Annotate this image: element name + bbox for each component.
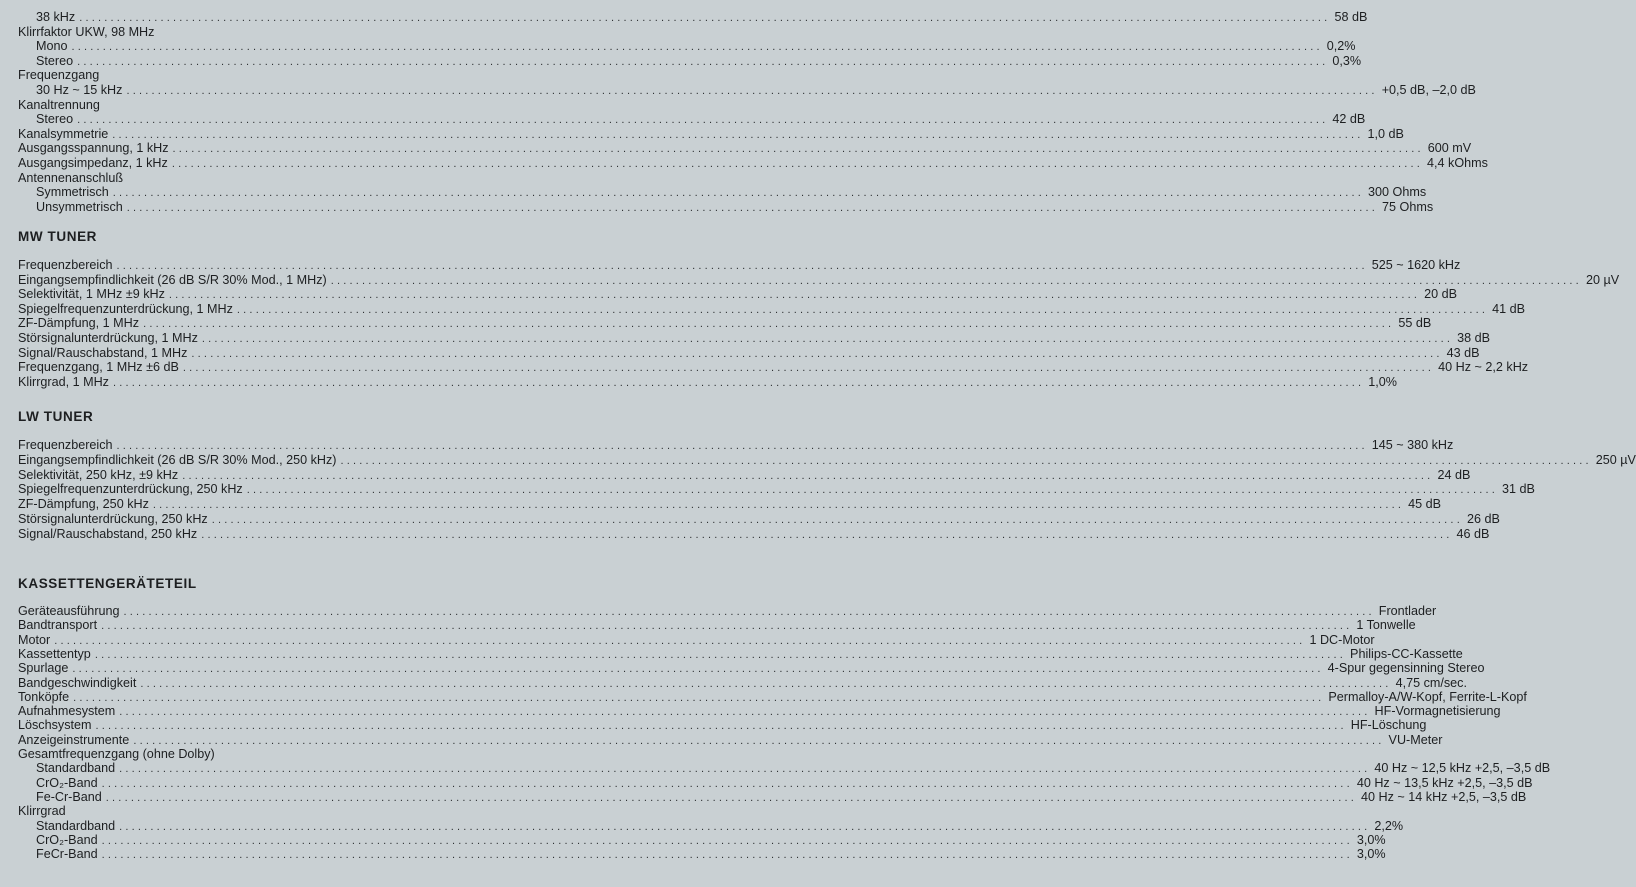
spec-label: Klirrgrad, 1 MHz	[18, 374, 109, 389]
spec-row	[18, 660, 1485, 676]
dot-leader: ........................................................................................................................................................................................................	[116, 440, 1368, 452]
dot-leader: ........................................................................................................................................................................................................	[73, 691, 1325, 704]
dot-leader: ........................................................................................................................................................................................................	[101, 849, 1353, 862]
spec-value: 145 ~ 380 kHz	[1371, 438, 1454, 452]
spec-label: Geräteausführung	[18, 604, 120, 618]
spec-label: Kanaltrennung	[18, 97, 100, 112]
dot-leader: ........................................................................................................................................................................................................	[140, 677, 1392, 690]
spec-value: 46 dB	[1456, 526, 1490, 541]
spec-row	[18, 746, 628, 761]
dot-leader: ........................................................................................................................................................................................................	[152, 499, 1405, 512]
spec-label: Eingangsempfindlichkeit (26 dB S/R 30% Mod., 1 MHz)	[18, 272, 327, 287]
dot-leader: ........................................................................................................................................................................................................	[191, 347, 1443, 360]
spec-value: Philips-CC-Kassette	[1350, 646, 1463, 661]
spec-label: Klirrgrad	[18, 804, 66, 819]
dot-leader: ........................................................................................................................................................................................................	[95, 720, 1347, 733]
spec-row	[18, 301, 1526, 316]
spec-label: ZF-Dämpfung, 250 kHz	[18, 497, 149, 512]
spec-value: 1,0 dB	[1367, 126, 1404, 141]
spec-label: Gesamtfrequenzgang (ohne Dolby)	[18, 747, 215, 761]
spec-label: Störsignalunterdrückung, 250 kHz	[18, 512, 208, 526]
spec-value: Permalloy-A/W-Kopf, Ferrite-L-Kopf	[1328, 689, 1527, 704]
spec-row	[18, 632, 1375, 647]
spec-row	[18, 184, 1427, 200]
dot-leader: ........................................................................................................................................................................................................	[211, 514, 1463, 526]
spec-value: 600 mV	[1427, 141, 1472, 156]
spec-label: 38 kHz	[36, 10, 76, 24]
spec-value: 45 dB	[1408, 497, 1442, 512]
spec-label: Selektivität, 250 kHz, ±9 kHz	[18, 467, 179, 482]
spec-value: 38 dB	[1457, 331, 1491, 345]
spec-row	[18, 38, 1356, 54]
spec-row	[18, 315, 1432, 331]
spec-label: Aufnahmesystem	[18, 704, 116, 719]
spec-value: 0,3%	[1332, 53, 1362, 68]
spec-row	[18, 496, 1442, 512]
spec-value: HF-Löschung	[1350, 718, 1427, 733]
spec-label: Frequenzgang	[18, 68, 100, 83]
spec-value: 1 Tonwelle	[1356, 618, 1416, 633]
dot-leader: ........................................................................................................................................................................................................	[79, 12, 1331, 24]
spec-value: VU-Meter	[1388, 732, 1443, 747]
dot-leader: ........................................................................................................................................................................................................	[330, 274, 1582, 287]
spec-row	[18, 818, 1404, 833]
spec-label: Ausgangsspannung, 1 kHz	[18, 141, 169, 156]
spec-value: 42 dB	[1332, 112, 1366, 127]
spec-row	[18, 286, 1458, 302]
spec-row	[18, 832, 1386, 847]
spec-row	[18, 67, 628, 82]
dot-leader: ........................................................................................................................................................................................................	[171, 158, 1424, 170]
dot-leader: ........................................................................................................................................................................................................	[54, 634, 1306, 647]
spec-row	[18, 53, 1362, 68]
spec-label: Signal/Rauschabstand, 250 kHz	[18, 526, 198, 541]
spec-value: 24 dB	[1437, 467, 1471, 482]
dot-leader: ........................................................................................................................................................................................................	[168, 289, 1421, 302]
spec-value: HF-Vormagnetisierung	[1374, 704, 1501, 719]
spec-label: Eingangsempfindlichkeit (26 dB S/R 30% Mod., 250 kHz)	[18, 452, 337, 467]
spec-row	[18, 111, 1366, 127]
dot-leader: ........................................................................................................................................................................................................	[101, 834, 1353, 847]
spec-row	[18, 126, 1404, 141]
spec-row	[18, 467, 1471, 482]
spec-label: Frequenzbereich	[18, 258, 113, 272]
spec-label: Symmetrisch	[36, 185, 109, 200]
dot-leader: ........................................................................................................................................................................................................	[112, 187, 1365, 200]
spec-row	[18, 481, 1535, 497]
dot-leader: ........................................................................................................................................................................................................	[77, 55, 1329, 68]
spec-row	[18, 732, 1443, 747]
spec-label: Anzeigeinstrumente	[18, 732, 130, 747]
spec-value: 3,0%	[1356, 832, 1386, 847]
spec-row	[18, 170, 628, 185]
spec-value: 250 µV	[1595, 452, 1636, 467]
spec-row	[18, 199, 1434, 214]
spec-row	[18, 511, 1500, 526]
dot-leader: ........................................................................................................................................................................................................	[126, 85, 1378, 97]
dot-leader: ........................................................................................................................................................................................................	[94, 648, 1347, 661]
dot-leader: ........................................................................................................................................................................................................	[72, 663, 1324, 676]
dot-leader: ........................................................................................................................................................................................................	[119, 763, 1371, 776]
spec-label: Ausgangsimpedanz, 1 kHz	[18, 156, 168, 170]
spec-value: 4,75 cm/sec.	[1395, 675, 1467, 690]
spec-row	[18, 140, 1472, 156]
spec-label: Spiegelfrequenzunterdrückung, 1 MHz	[18, 301, 233, 316]
spec-label: Antennenanschluß	[18, 170, 124, 185]
spec-value: 4,4 kOhms	[1427, 156, 1488, 170]
dot-leader: ........................................................................................................................................................................................................	[116, 260, 1368, 272]
spec-value: 1,0%	[1368, 374, 1397, 389]
dot-leader: ........................................................................................................................................................................................................	[182, 469, 1434, 482]
spec-row	[18, 526, 1490, 541]
spec-label: Standardband	[36, 818, 116, 833]
spec-row	[18, 272, 1620, 287]
mw-tuner-heading: MW TUNER	[18, 229, 98, 244]
spec-label: Standardband	[36, 761, 116, 776]
spec-row	[18, 775, 1533, 790]
spec-value: 40 Hz ~ 13,5 kHz +2,5, –3,5 dB	[1356, 775, 1533, 790]
spec-value: Frontlader	[1378, 604, 1437, 618]
spec-value: 0,2%	[1326, 39, 1356, 54]
dot-leader: ........................................................................................................................................................................................................	[236, 303, 1489, 316]
spec-label: Bandgeschwindigkeit	[18, 675, 137, 690]
spec-label: Spurlage	[18, 661, 69, 676]
dot-leader: ........................................................................................................................................................................................................	[119, 706, 1371, 719]
spec-row	[18, 97, 628, 112]
spec-label: Frequenzbereich	[18, 438, 113, 452]
dot-leader: ........................................................................................................................................................................................................	[112, 376, 1365, 389]
spec-label: CrO₂-Band	[36, 832, 98, 847]
dot-leader: ........................................................................................................................................................................................................	[172, 143, 1424, 156]
spec-value: 40 Hz ~ 14 kHz +2,5, –3,5 dB	[1361, 789, 1527, 804]
spec-value: 41 dB	[1492, 301, 1526, 316]
dot-leader: ........................................................................................................................................................................................................	[119, 820, 1371, 833]
dot-leader: ........................................................................................................................................................................................................	[143, 318, 1395, 331]
spec-row	[18, 155, 1488, 170]
spec-label: Motor	[18, 632, 51, 647]
spec-value: 2,2%	[1374, 818, 1404, 833]
spec-label: Spiegelfrequenzunterdrückung, 250 kHz	[18, 482, 243, 497]
dot-leader: ........................................................................................................................................................................................................	[123, 606, 1375, 618]
spec-row	[18, 603, 1437, 618]
spec-value: 75 Ohms	[1382, 199, 1434, 214]
spec-label: Stereo	[36, 53, 74, 68]
spec-label: Stereo	[36, 112, 74, 127]
spec-row	[18, 617, 1416, 633]
spec-value: 3,0%	[1356, 847, 1386, 862]
spec-value: 43 dB	[1446, 345, 1480, 360]
cassette-section-heading: KASSETTENGERÄTETEIL	[18, 576, 197, 591]
spec-label: Löschsystem	[18, 718, 92, 733]
dot-leader: ........................................................................................................................................................................................................	[182, 362, 1435, 375]
spec-label: Kanalsymmetrie	[18, 126, 109, 141]
dot-leader: ........................................................................................................................................................................................................	[112, 128, 1364, 141]
spec-label: Kassettentyp	[18, 646, 91, 661]
spec-label: Störsignalunterdrückung, 1 MHz	[18, 331, 198, 345]
spec-row	[18, 760, 1551, 776]
spec-value: 55 dB	[1398, 316, 1432, 331]
dot-leader: ........................................................................................................................................................................................................	[133, 734, 1385, 747]
spec-value: 40 Hz ~ 12,5 kHz +2,5, –3,5 dB	[1374, 761, 1551, 776]
spec-label: Bandtransport	[18, 618, 98, 633]
spec-row	[18, 330, 1491, 345]
spec-row	[18, 689, 1527, 704]
spec-row	[18, 803, 628, 818]
spec-row	[18, 257, 1461, 272]
spec-row	[18, 646, 1463, 661]
spec-label: Tonköpfe	[18, 689, 70, 704]
spec-row	[18, 675, 1467, 690]
spec-value: 20 dB	[1424, 287, 1458, 302]
spec-label: Frequenzgang, 1 MHz ±6 dB	[18, 360, 179, 375]
spec-row	[18, 452, 1636, 467]
spec-label: Selektivität, 1 MHz ±9 kHz	[18, 287, 165, 302]
lw-tuner-heading: LW TUNER	[18, 409, 94, 424]
spec-row	[18, 359, 1529, 375]
dot-leader: ........................................................................................................................................................................................................	[340, 454, 1592, 467]
dot-leader: ........................................................................................................................................................................................................	[101, 620, 1353, 633]
dot-leader: ........................................................................................................................................................................................................	[71, 41, 1323, 54]
spec-value: 300 Ohms	[1368, 185, 1427, 200]
spec-label: Mono	[36, 39, 68, 54]
spec-row	[18, 789, 1527, 804]
spec-row	[18, 437, 1454, 452]
spec-label: 30 Hz ~ 15 kHz	[36, 83, 123, 97]
spec-row	[18, 703, 1501, 719]
spec-row	[18, 24, 628, 39]
spec-row	[18, 374, 1397, 389]
spec-value: 58 dB	[1334, 10, 1368, 24]
dot-leader: ........................................................................................................................................................................................................	[101, 777, 1353, 790]
dot-leader: ........................................................................................................................................................................................................	[201, 528, 1453, 541]
dot-leader: ........................................................................................................................................................................................................	[246, 484, 1498, 497]
spec-label: Klirrfaktor UKW, 98 MHz	[18, 24, 155, 39]
spec-value: 4-Spur gegensinning Stereo	[1327, 661, 1485, 676]
spec-value: 31 dB	[1501, 482, 1535, 497]
spec-value: +0,5 dB, –2,0 dB	[1381, 83, 1476, 97]
spec-row	[18, 9, 1368, 24]
dot-leader: ........................................................................................................................................................................................................	[77, 114, 1329, 127]
spec-row	[18, 82, 1476, 97]
spec-value: 525 ~ 1620 kHz	[1371, 258, 1461, 272]
spec-row	[18, 846, 1386, 862]
dot-leader: ........................................................................................................................................................................................................	[201, 333, 1454, 345]
spec-row	[18, 345, 1480, 360]
spec-label: CrO₂-Band	[36, 775, 98, 790]
spec-row	[18, 717, 1427, 733]
spec-value: 26 dB	[1466, 512, 1500, 526]
spec-label: FeCr-Band	[36, 847, 98, 862]
spec-label: Signal/Rauschabstand, 1 MHz	[18, 345, 188, 360]
spec-value: 20 µV	[1585, 272, 1620, 287]
spec-label: ZF-Dämpfung, 1 MHz	[18, 316, 140, 331]
spec-label: Fe-Cr-Band	[36, 789, 102, 804]
spec-value: 1 DC-Motor	[1309, 632, 1375, 647]
spec-label: Unsymmetrisch	[36, 199, 123, 214]
dot-leader: ........................................................................................................................................................................................................	[105, 791, 1358, 804]
dot-leader: ........................................................................................................................................................................................................	[126, 201, 1379, 214]
spec-value: 40 Hz ~ 2,2 kHz	[1438, 360, 1529, 375]
